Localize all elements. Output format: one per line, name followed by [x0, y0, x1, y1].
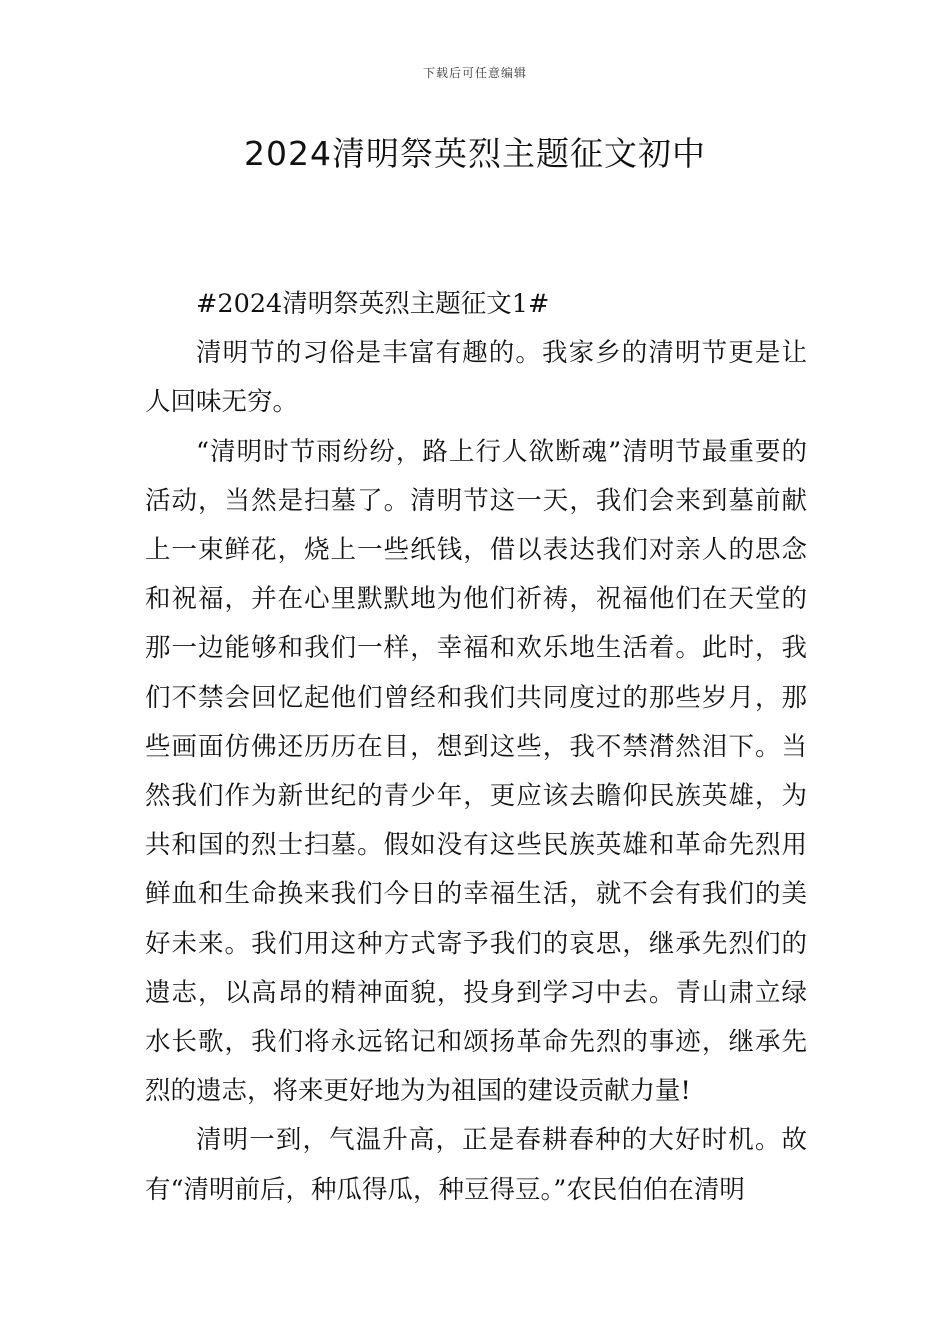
document-title: 2024清明祭英烈主题征文初中 — [244, 134, 706, 173]
paragraph-3: 清明一到，气温升高，正是春耕春种的大好时机。故有“清明前后，种瓜得瓜，种豆得豆。”农民伯伯在清明 — [145, 1125, 807, 1205]
paragraph-2: “清明时节雨纷纷，路上行人欲断魂”清明节最重要的活动，当然是扫墓了。清明节这一天，我们会来到墓前献上一束鲜花，烧上一些纸钱，借以表达我们对亲人的思念和祝福，并在心里默默地为他们祈祷，祝福他们在天堂的那一边能够和我们一样，幸福和欢乐地生活着。此时，我们不禁会回忆起他们曾经和我们共同度过的那些岁月，那些画面仿佛还历历在目，想到这些，我不禁潸然泪下。当然我们作为新世纪的青少年，更应该去瞻仰民族英雄，为共和国的烈士扫墓。假如没有这些民族英雄和革命先烈用鲜血和生命换来我们今日的幸福生活，就不会有我们的美好未来。我们用这种方式寄予我们的哀思，继承先烈们的遗志，以高昂的精神面貌，投身到学习中去。青山肃立绿水长歌，我们将永远铭记和颂扬革命先烈的事迹，继承先烈的遗志，将来更好地为为祖国的建设贡献力量! — [145, 436, 807, 1107]
section-heading: #2024清明祭英烈主题征文1# — [196, 289, 550, 319]
document-body — [145, 280, 807, 1215]
paragraph-1: 清明节的习俗是丰富有趣的。我家乡的清明节更是让人回味无穷。 — [145, 338, 807, 418]
header-note: 下载后可任意编辑 — [422, 66, 527, 80]
